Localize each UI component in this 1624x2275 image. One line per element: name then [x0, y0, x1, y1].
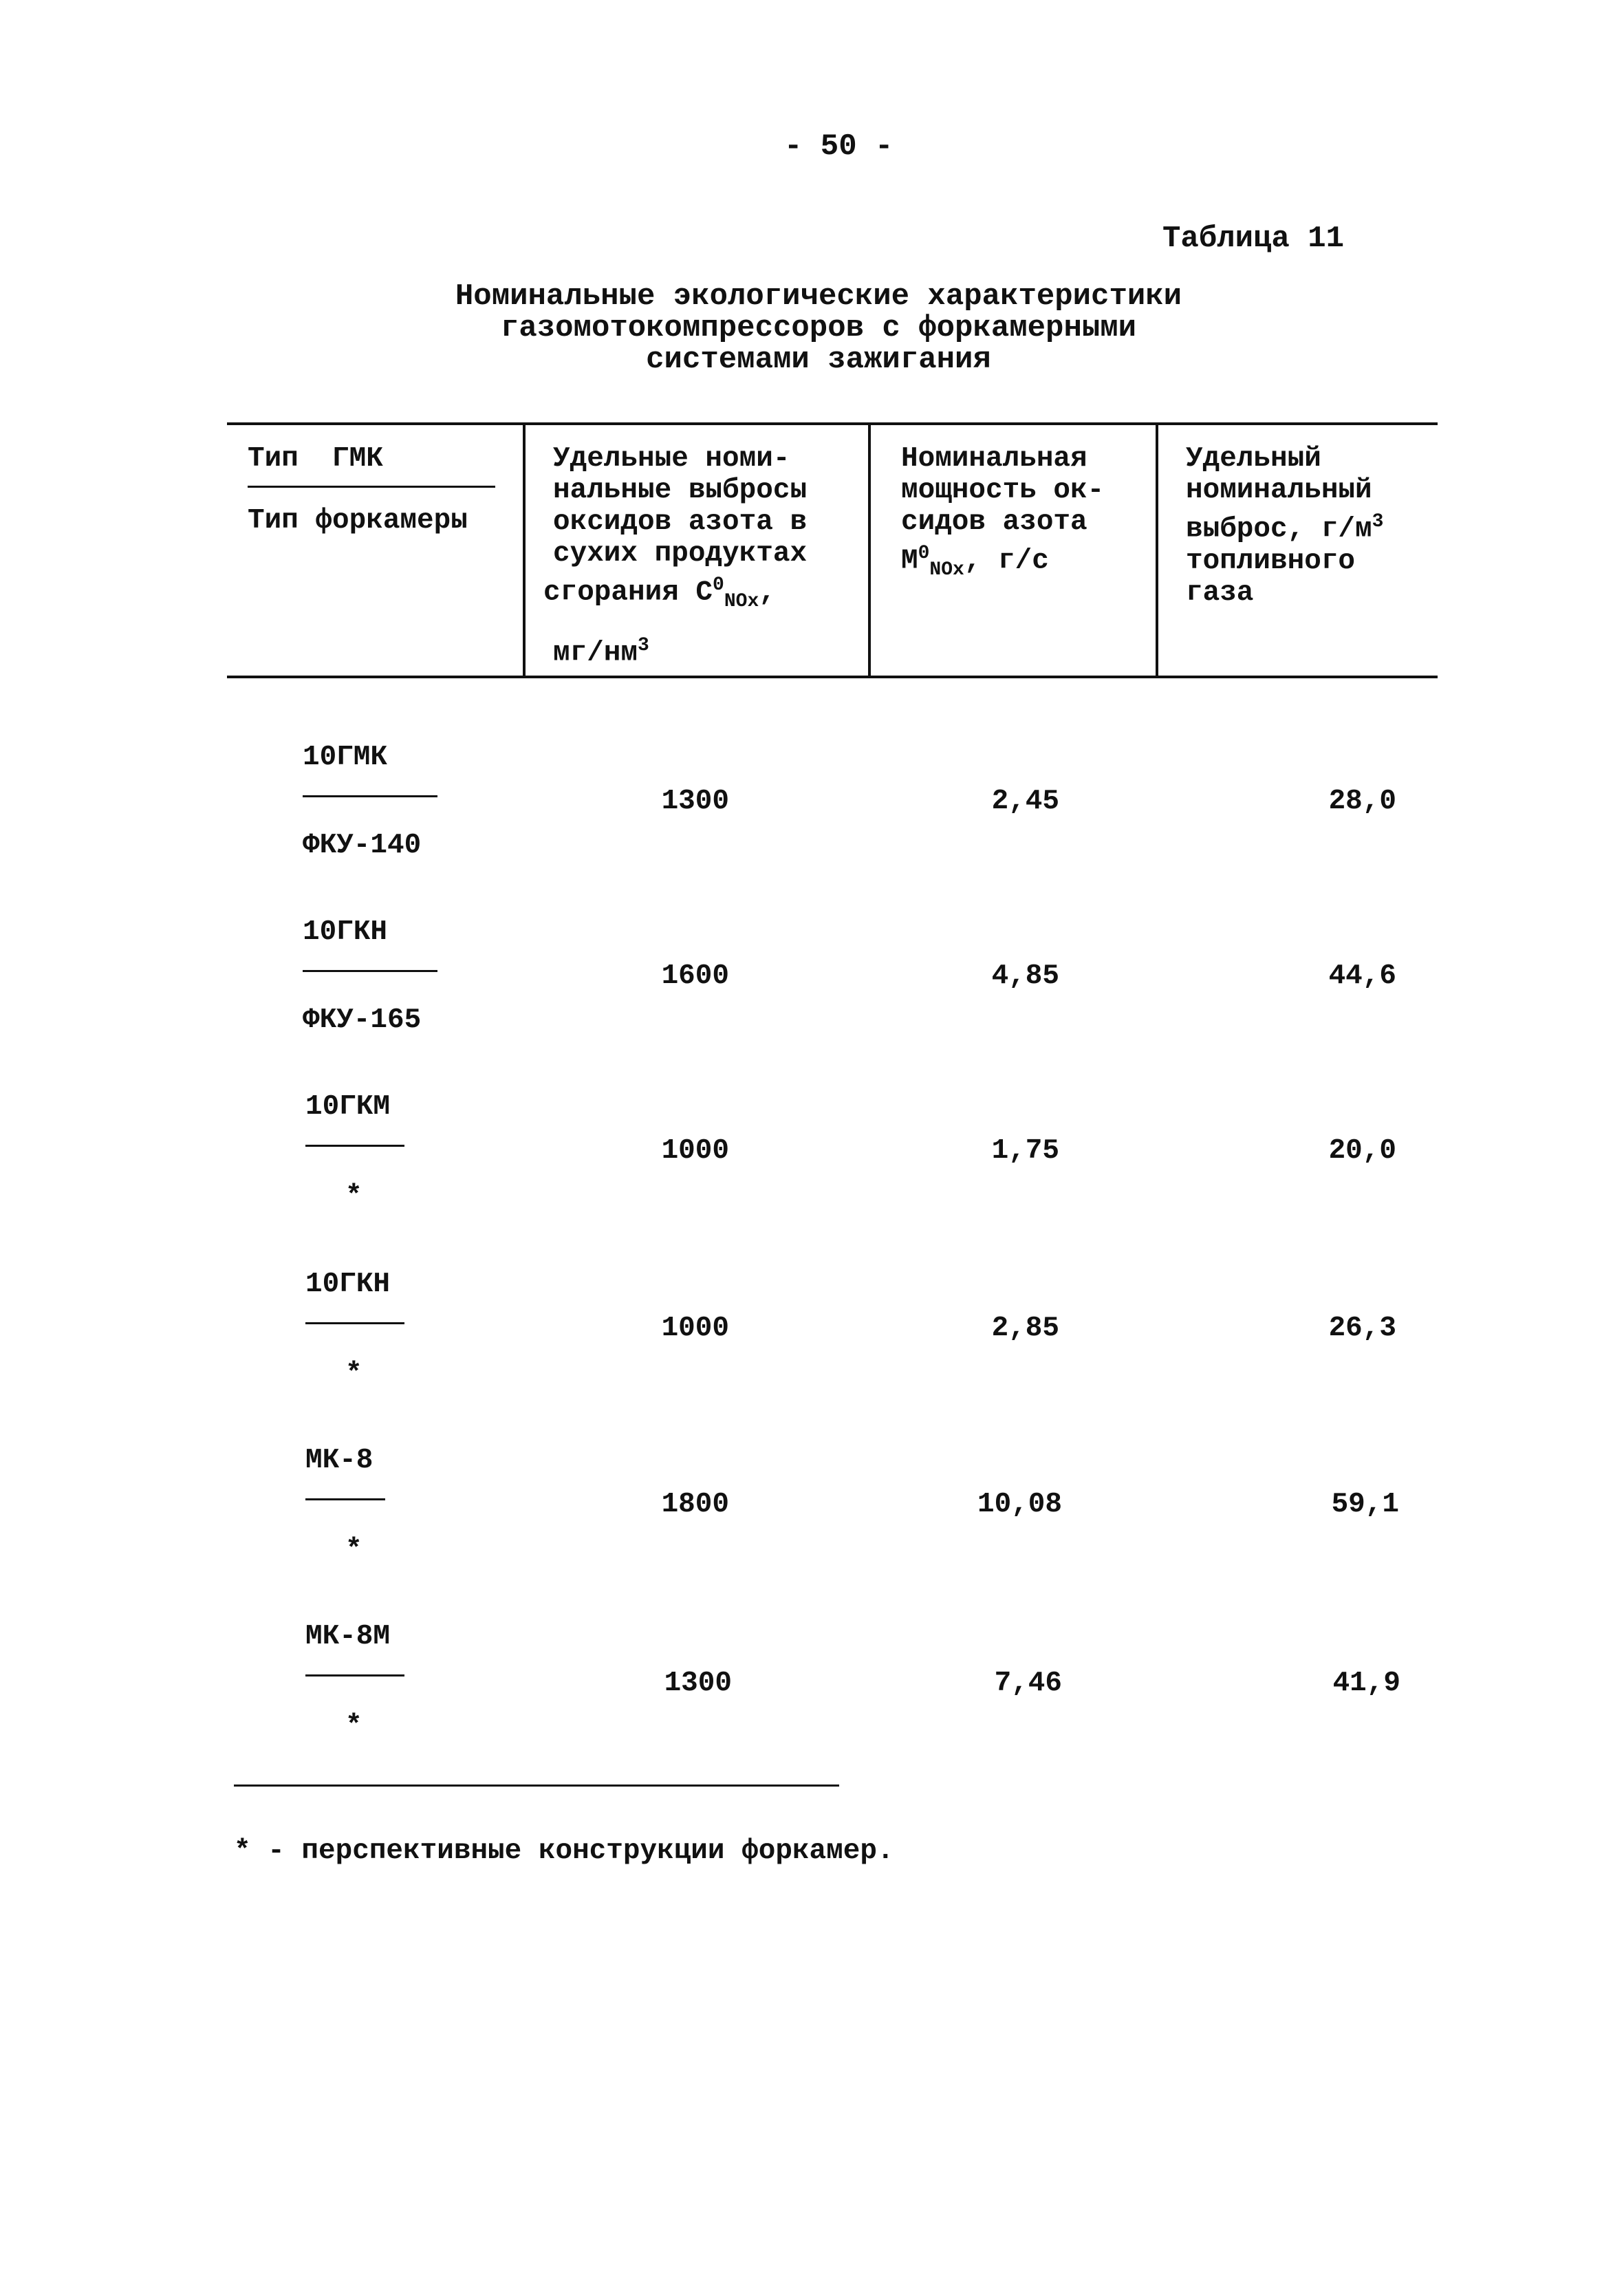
- table-title: [385, 281, 1252, 376]
- footnote: * - перспективные конструкции форкамер.: [234, 1835, 894, 1867]
- row-gmk-type: МК-8М: [305, 1621, 391, 1652]
- row-chamber-type: *: [345, 1358, 362, 1390]
- header-nominal-power: Номинальная мощность ок- сидов азота $M^0_{NOx}$, г/с: [901, 443, 1105, 581]
- row-specific: 59,1: [1331, 1489, 1399, 1520]
- row-gmk-type: 10ГКН: [305, 1269, 391, 1300]
- row-fraction-line: [305, 1498, 385, 1500]
- row-chamber-type: *: [345, 1180, 362, 1212]
- row-chamber-type: ФКУ-140: [303, 830, 422, 861]
- row-power: 7,46: [994, 1668, 1062, 1699]
- row-power: 10,08: [977, 1489, 1062, 1520]
- row-emission: 1800: [661, 1489, 729, 1520]
- row-specific: 28,0: [1328, 786, 1396, 817]
- row-power: 1,75: [991, 1135, 1059, 1167]
- title-line-1: Номинальные экологические характеристики: [455, 279, 1182, 314]
- row-fraction-line: [303, 970, 437, 972]
- row-fraction-line: [305, 1145, 404, 1147]
- header-specific-emissions: Удельные номи- нальные выбросы оксидов азота в сухих продуктах сгорания $C^0_{NOx}$, $мг/нм^3$: [543, 443, 808, 669]
- row-specific: 41,9: [1332, 1668, 1400, 1699]
- row-fraction-line: [303, 795, 437, 797]
- row-gmk-type: 10ГМК: [303, 742, 388, 773]
- page-number: - 50 -: [784, 129, 894, 164]
- row-emission: 1300: [661, 786, 729, 817]
- row-gmk-type: 10ГКМ: [305, 1091, 391, 1123]
- table-header-rule: [227, 676, 1438, 678]
- row-gmk-type: МК-8: [305, 1445, 373, 1476]
- row-emission: 1000: [661, 1135, 729, 1167]
- title-line-2: газомотокомпрессоров с форкамерными: [500, 311, 1137, 345]
- header-specific-discharge: Удельный номинальный выброс, $г/м^3$ топливного газа: [1186, 443, 1384, 609]
- column-divider-3: [1156, 422, 1158, 677]
- row-specific: 44,6: [1328, 960, 1396, 992]
- row-emission: 1000: [661, 1313, 729, 1344]
- row-specific: 20,0: [1328, 1135, 1396, 1167]
- table-top-rule: [227, 422, 1438, 425]
- header-col1-fraction-line: [248, 486, 495, 488]
- row-power: 2,45: [991, 786, 1059, 817]
- row-chamber-type: *: [345, 1710, 362, 1742]
- footnote-rule: [234, 1785, 839, 1787]
- column-divider-1: [523, 422, 526, 677]
- header-gmk-type: Тип ГМК: [248, 443, 383, 475]
- row-fraction-line: [305, 1322, 404, 1324]
- row-fraction-line: [305, 1674, 404, 1676]
- row-chamber-type: *: [345, 1534, 362, 1566]
- header-chamber-type: Тип форкамеры: [248, 505, 468, 537]
- row-power: 4,85: [991, 960, 1059, 992]
- row-chamber-type: ФКУ-165: [303, 1004, 422, 1036]
- row-power: 2,85: [991, 1313, 1059, 1344]
- row-gmk-type: 10ГКН: [303, 916, 388, 948]
- row-emission: 1300: [664, 1668, 732, 1699]
- row-emission: 1600: [661, 960, 729, 992]
- title-line-3: системами зажигания: [646, 343, 991, 377]
- column-divider-2: [868, 422, 871, 677]
- row-specific: 26,3: [1328, 1313, 1396, 1344]
- table-label: Таблица 11: [1162, 222, 1345, 256]
